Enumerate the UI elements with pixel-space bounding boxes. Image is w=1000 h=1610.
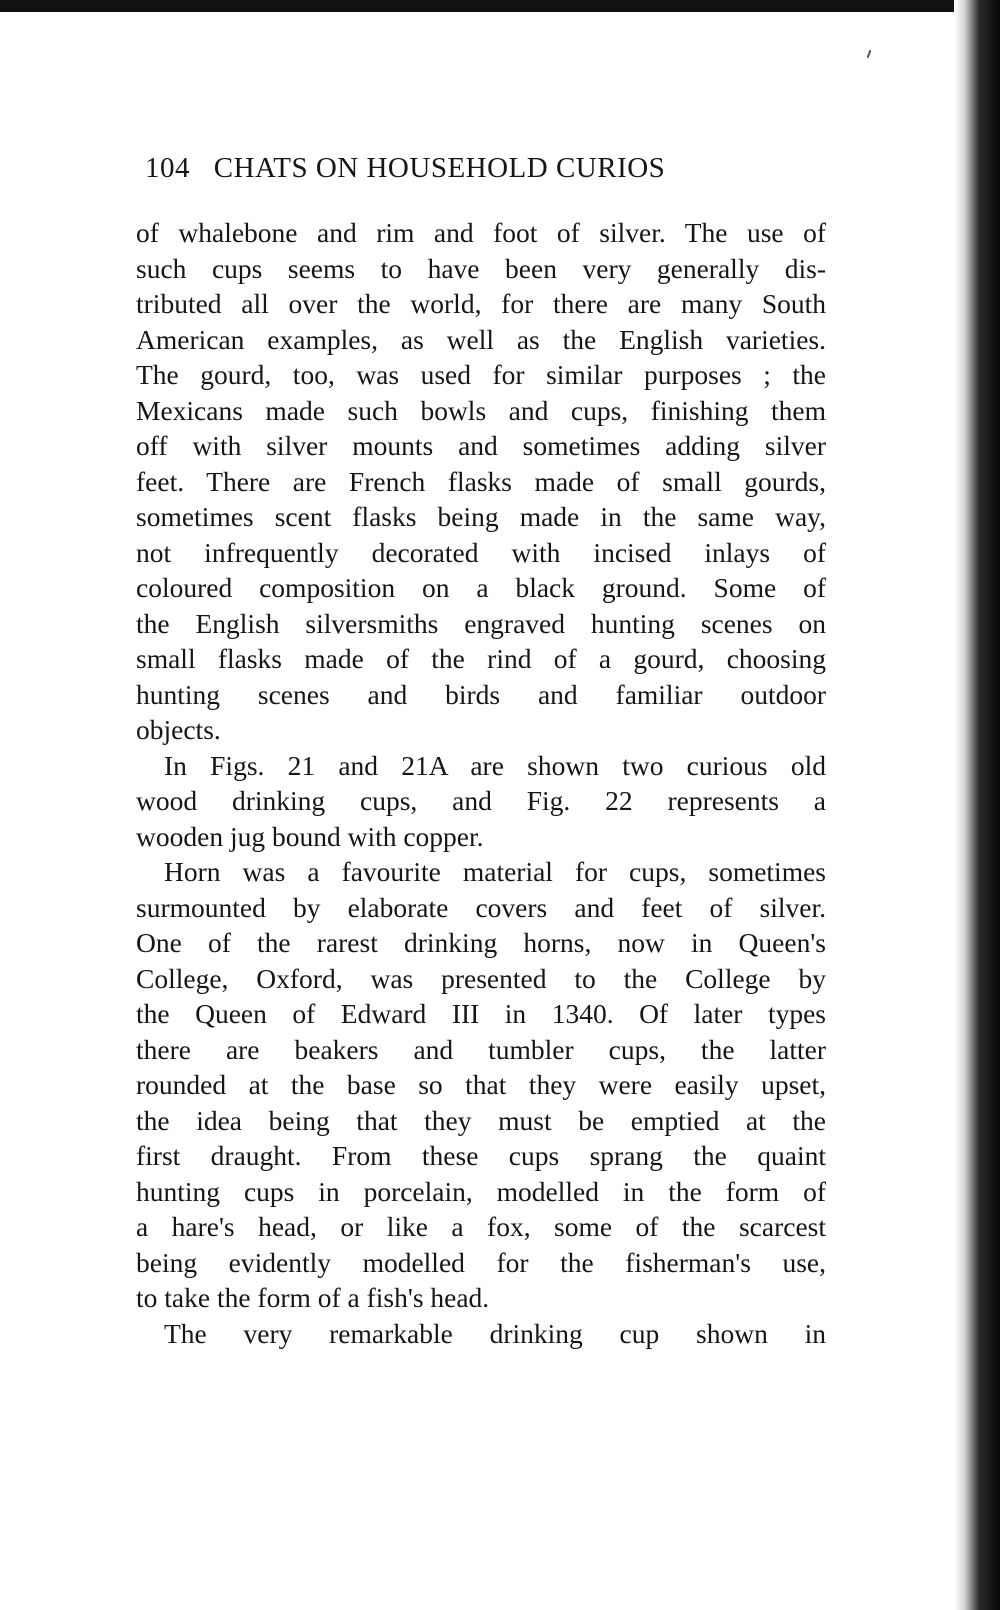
text-line: sometimes scent flasks being made in the same way, [136,501,826,532]
text-line: of whalebone and rim and foot of silver. The use of [136,217,826,248]
text-line: off with silver mounts and sometimes adding silver [136,430,826,461]
text-line: small flasks made of the rind of a gourd, choosing [136,643,826,674]
text-line: not infrequently decorated with incised inlays of [136,536,826,568]
body-text [136,215,826,1351]
running-title: CHATS ON HOUSEHOLD CURIOS [213,152,666,184]
text-line: One of the rarest drinking horns, now in Queen's [136,927,826,958]
text-line: hunting cups in porcelain, modelled in the form of [136,1175,826,1207]
text-line: American examples, as well as the English varieties. [136,323,826,355]
text-line: objects. [136,714,221,745]
text-line: College, Oxford, was presented to the College by [136,962,826,994]
text-line: there are beakers and tumbler cups, the latter [136,1033,826,1065]
text-line: wood drinking cups, and Fig. 22 represents a [136,785,826,816]
text-line: being evidently modelled for the fisherman's use, [136,1246,826,1278]
text-line: to take the form of a fish's head. [136,1282,490,1313]
text-line: wooden jug bound with copper. [136,820,484,852]
text-line: tributed all over the world, for there are many South [136,288,826,319]
text-line: feet. There are French flasks made of small gourds, [136,465,826,497]
text-line: coloured composition on a black ground. Some of [136,572,826,603]
text-line: Mexicans made such bowls and cups, finishing them [136,394,826,426]
top-border-rule [0,0,1000,12]
running-header [145,152,665,185]
text-line: rounded at the base so that they were easily upset, [136,1069,826,1100]
text-line: first draught. From these cups sprang the quaint [136,1140,826,1171]
text-line: the English silversmiths engraved hunting scenes on [136,607,826,639]
page-number: 104 [145,152,190,184]
text-line: In Figs. 21 and 21A are shown two curious old [164,749,826,781]
text-line: such cups seems to have been very generally dis- [136,252,826,284]
page-edge-shadow [954,0,1000,1610]
text-line: the idea being that they must be emptied at the [136,1104,826,1136]
scan-speck [867,50,872,58]
text-line: Horn was a favourite material for cups, sometimes [164,856,826,887]
text-line: The gourd, too, was used for similar purposes ; the [136,359,826,390]
text-line: the Queen of Edward III in 1340. Of later types [136,998,826,1029]
text-line: hunting scenes and birds and familiar outdoor [136,678,826,710]
text-line: The very remarkable drinking cup shown in [164,1317,826,1349]
text-line: surmounted by elaborate covers and feet of silver. [136,891,826,923]
text-line: a hare's head, or like a fox, some of the scarcest [136,1211,826,1242]
